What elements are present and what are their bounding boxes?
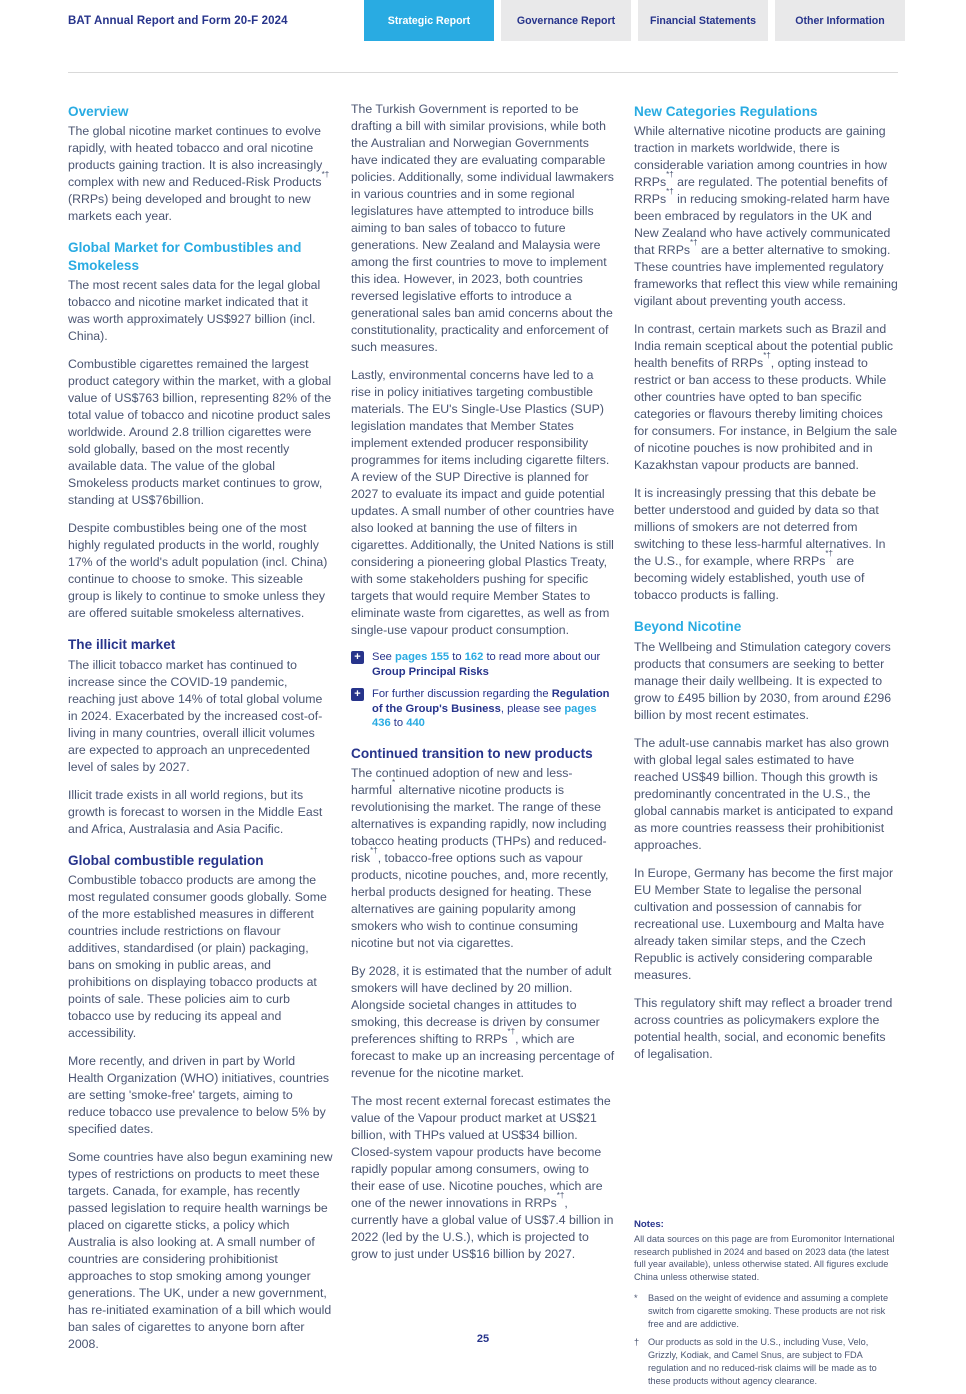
superscript-marker: *†: [690, 238, 698, 248]
paragraph: The adult-use cannabis market has also grown with global legal sales estimated to have reached US$49 billion. Though this growth is predominantly concentrated in the U.S., the global cannabis market is anticipated to expand as more countries reassess their prohibitionist approaches.: [634, 735, 894, 852]
paragraph: Combustible cigarettes remained the largest product category within the market, with a global value of US$763 billion, representing 82% of the total value of tobacco and nicotine product sales worldwide. Around 2.8 trillion cigarettes were sold globally, based on the most recently available data. The value of the global Smokeless products market continues to grow, standing at US$76billion.: [68, 357, 332, 508]
page-link[interactable]: pages 155: [395, 651, 450, 663]
paragraph: In Europe, Germany has become the first major EU Member State to legalise the personal cultivation and possession of cannabis for recreational use. Luxembourg and Malta have already taken similar steps, and the Czech Republic is actively considering comparable measures.: [634, 865, 894, 982]
bold-text: Group Principal Risks: [372, 665, 489, 678]
section-heading-global-combustible-regulation: Global combustible regulation: [68, 852, 264, 868]
page-number: 25: [476, 1333, 490, 1345]
superscript-marker: *: [392, 777, 396, 787]
page-link[interactable]: pages 436: [372, 702, 597, 729]
notes-intro: All data sources on this page are from Euromonitor International research published in 2024 and based on 2023 data (the latest full year available), unless otherwise stated. All figures exclude China unless otherwise stated.: [634, 1233, 895, 1283]
paragraph: Illicit trade exists in all world regions, but its growth is forecast to worsen in the Middle East and Africa, Australasia and Asia Pacific.: [68, 787, 323, 836]
paragraph: The global nicotine market continues to evolve rapidly, with heated tobacco and oral nicotine products gaining traction. It is also increasingly complex with new and Reduced-Risk Products*† (RRPs) being developed and brought to new markets each year.: [68, 124, 330, 224]
header-tabs: [364, 0, 905, 41]
superscript-marker: *†: [507, 1026, 516, 1036]
section-heading-new-categories-regulations: New Categories Regulations: [634, 104, 818, 119]
paragraph: Despite combustibles being one of the most highly regulated products in the world, roughly 17% of the world's adult population (incl. China) continue to choose to smoke. This sizeable group is likely to continue to smoke unless they are offered suitable smokeless alternatives.: [68, 521, 328, 621]
superscript-marker: *†: [321, 170, 330, 180]
section-heading-beyond-nicotine: Beyond Nicotine: [634, 619, 742, 635]
paragraph: The most recent external forecast estimates the value of the Vapour product market at US$21 billion, with THPs valued at US$34 billion. Closed-system vapour products have become rapidly popular among consumers, owing to their ease of use. Nicotine pouches, which are one of the newer innovations in RRPs*†, currently have a global value of US$7.4 billion in 2022 (led by the U.S.), which is projected to grow to just under US$16 billion by 2027.: [351, 1093, 614, 1261]
crossref-text: For further discussion regarding the Regulation of the Group's Business, please see pages 436 to 440: [372, 688, 610, 729]
section-heading-continued-transition-to-new-products: Continued transition to new products: [351, 745, 593, 761]
paragraph: By 2028, it is estimated that the number of adult smokers will have declined by 20 million. Alongside societal changes in attitudes to smoking, this decrease is driven by consumer preferences shifting to RRPs*†, which are forecast to make up an increasing percentage of revenue for the nicotine market.: [351, 963, 615, 1080]
page-link[interactable]: 440: [406, 717, 425, 729]
column-2: [351, 101, 616, 1394]
paragraph: Combustible tobacco products are among the most regulated consumer goods globally. Some of the more established measures in different countries include restrictions on flavour additives, standardised (or plain) packaging, bans on smoking in public areas, and prohibitions on displaying tobacco products at points of sale. These policies aim to curb tobacco use by reducing its appeal and accessibility.: [68, 872, 327, 1040]
footnote-marker: *: [634, 1292, 638, 1303]
crossref-list: [351, 650, 616, 731]
section-heading-global-market-for-combustibles-and-smokeless: Global Market for Combustibles and Smokeless: [68, 240, 302, 273]
paragraph: Some countries have also begun examining new types of restrictions on products to meet these targets. Canada, for example, has recently passed legislation to require health warnings be placed on cigarette sticks, a policy which Australia is also looking at. A small number of countries are considering prohibitionist approaches to stop smoking among younger generations. The UK, under a new government, has re-initiated examination of a bill which would ban sales of cigarettes to anyone born after 2008.: [68, 1149, 333, 1351]
notes-section: [634, 1219, 899, 1388]
footnote-text: Based on the weight of evidence and assuming a complete switch from cigarette smoking. These products are not risk free and are addictive.: [648, 1292, 889, 1329]
bold-text: Regulation of the Group's Business: [372, 688, 610, 715]
crossref-item: [351, 650, 616, 679]
report-title: BAT Annual Report and Form 20-F 2024: [68, 14, 288, 27]
paragraph: Lastly, environmental concerns have led to a rise in policy initiatives targeting combustible materials. The EU's Single-Use Plastics (SUP) legislation mandates that Member States implement extended producer responsibility programmes for items including cigarette filters. A review of the SUP Directive is planned for 2027 to evaluate its impact and guide potential updates. A small number of other countries have also looked at banning the use of filters in cigarettes. Additionally, the United Nations is still considering a pioneering global Plastics Treaty, with some stakeholders pushing for specific targets that would require Member States to eliminate waste from cigarettes, as well as from single-use vapour product consumption.: [351, 368, 615, 637]
plus-icon[interactable]: +: [351, 651, 364, 664]
tab-strategic-report[interactable]: Strategic Report: [364, 0, 494, 41]
section-heading-the-illicit-market: The illicit market: [68, 637, 176, 653]
tab-other-information[interactable]: Other Information: [775, 0, 905, 41]
page-footer: [0, 1329, 966, 1347]
section-heading-overview: Overview: [68, 104, 129, 119]
paragraph: The illicit tobacco market has continued to increase since the COVID-19 pandemic, reaching just above 14% of total global volume in 2024. Exacerbated by the increased cost-of-living in many countries, overall illicit volumes are expected to approach an unprecedented level of sales by 2027.: [68, 657, 323, 774]
notes-heading: Notes:: [634, 1218, 664, 1230]
footnote-text: Our products as sold in the U.S., including Vuse, Velo, Grizzly, Kodiak, and Camel Snus, are subject to FDA regulation and no reduced-risk claims will be made as to these products without agency clearance.: [648, 1337, 877, 1386]
superscript-marker: *†: [666, 187, 674, 197]
footnote-marker: †: [634, 1337, 640, 1348]
superscript-marker: *†: [556, 1190, 565, 1200]
page-link[interactable]: 162: [464, 651, 484, 663]
superscript-marker: *†: [370, 845, 378, 855]
crossref-text: See pages 155 to 162 to read more about our Group Principal Risks: [372, 651, 601, 678]
column-3: [634, 101, 899, 1394]
paragraph: The Turkish Government is reported to be drafting a bill with similar provisions, while both the Australian and Norwegian Governments have indicated they are evaluating comparable policies. Additionally, some individual lawmakers in various countries and in some regional legislatures have attempted to introduce bills aiming to ban sales of tobacco to future generations. New Zealand and Malaysia were among the first countries to move to implement this idea. However, in 2023, both countries reversed legislative efforts to introduce a generational sales ban amid concerns about the constitutionality, practicality and enforcement of such measures.: [351, 102, 614, 354]
paragraph: The Wellbeing and Stimulation category covers products that consumers are seeking to better manage their daily wellbeing. It is expected to grow to £495 billion by 2030, from around £296 billion by most recent estimates.: [634, 639, 892, 722]
paragraph: In contrast, certain markets such as Brazil and India remain sceptical about the potential public health benefits of RRPs*†, opting instead to restrict or ban access to these products. While other countries have opted to ban specific categories or flavours thereby limiting choices for consumers. For instance, in Belgium the sale of nicotine pouches is now prohibited and in Kazakhstan vapour products are banned.: [634, 322, 898, 473]
paragraph: This regulatory shift may reflect a broader trend across countries as policymakers explore the potential health, social, and economic benefits of legalisation.: [634, 995, 893, 1061]
superscript-marker: *†: [825, 549, 833, 559]
paragraph: It is increasingly pressing that this debate be better understood and guided by data so that millions of smokers are not deterred from switching to these less-harmful alternatives. In the U.S., for example, where RRPs*† are becoming widely established, youth use of tobacco products is falling.: [634, 486, 886, 603]
column-1: [68, 101, 333, 1394]
footnote: [634, 1292, 899, 1330]
paragraph: More recently, and driven in part by World Health Organization (WHO) initiatives, countries are setting 'smoke-free' targets, aiming to reduce tobacco use prevalence to below 5% by specified dates.: [68, 1053, 330, 1136]
superscript-marker: *†: [666, 170, 674, 180]
tab-financial-statements[interactable]: Financial Statements: [638, 0, 768, 41]
paragraph: The most recent sales data for the legal global tobacco and nicotine market indicated that it was worth approximately US$927 billion (incl. China).: [68, 278, 321, 344]
paragraph: The continued adoption of new and less-harmful* alternative nicotine products is revolutionising the market. The range of these alternatives is expanding rapidly, now including tobacco heating products (THPs) and reduced-risk*†, tobacco-free options such as vapour products, nicotine pouches, and, more recently, herbal products designed for heating. These alternatives are gaining popularity among smokers who wish to continue consuming nicotine but not via cigarettes.: [351, 765, 609, 950]
superscript-marker: *†: [763, 351, 771, 361]
paragraph: While alternative nicotine products are gaining traction in markets worldwide, there is considerable variation among countries in how RRPs*† are regulated. The potential benefits of RRPs*† in reducing smoking-related harm have been embraced by regulators in the UK and New Zealand who have actively communicated that RRPs*† are a better alternative to smoking. These countries have implemented regulatory frameworks that reflect this view while remaining vigilant about preventing youth access.: [634, 124, 898, 309]
plus-icon[interactable]: +: [351, 688, 364, 701]
top-header: [0, 0, 966, 41]
crossref-item: [351, 687, 616, 731]
content-columns: [0, 73, 966, 1394]
tab-governance-report[interactable]: Governance Report: [501, 0, 631, 41]
